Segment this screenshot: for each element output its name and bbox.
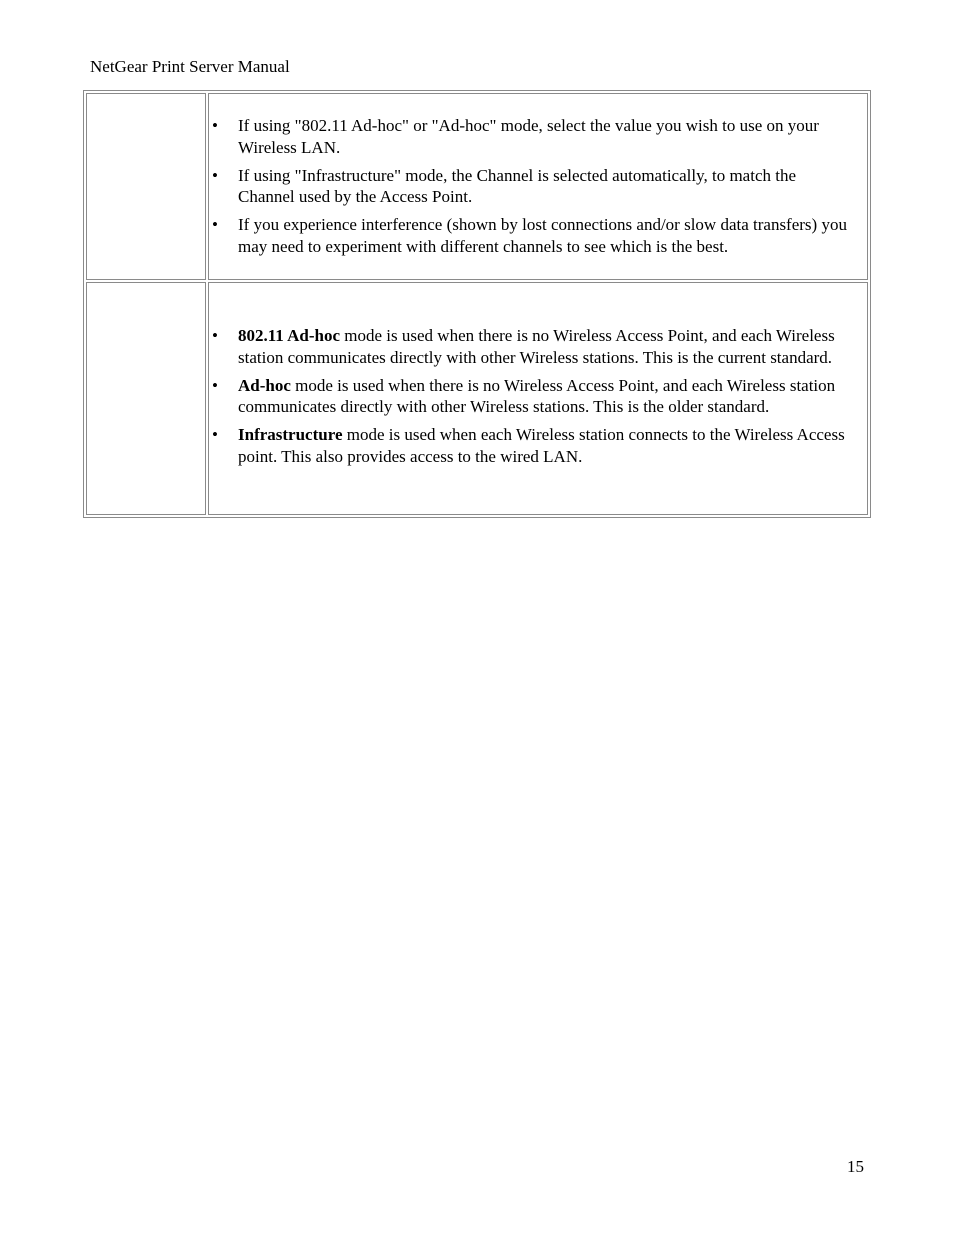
list-item-text: mode is used when each Wireless station connects to the Wireless Access point. This also provides access to the wired LAN. [238, 425, 845, 466]
list-item [209, 424, 855, 467]
settings-table [83, 90, 871, 518]
page-header: NetGear Print Server Manual [90, 57, 290, 76]
list-item [209, 115, 855, 158]
bullet-icon: • [212, 165, 218, 185]
bullet-list [209, 115, 867, 257]
list-item [209, 214, 855, 257]
list-item-text: If using "802.11 Ad-hoc" or "Ad-hoc" mode, select the value you wish to use on your Wireless LAN. [238, 116, 819, 157]
table-cell-content [208, 93, 868, 280]
list-item-text: If you experience interference (shown by lost connections and/or slow data transfers) you may need to experiment with different channels to see which is the best. [238, 215, 847, 256]
table-row [86, 282, 868, 515]
table-cell-label [86, 282, 206, 515]
list-item-term: 802.11 Ad-hoc [238, 326, 341, 345]
table-cell-label [86, 93, 206, 280]
list-item [209, 165, 855, 208]
table-row [86, 93, 868, 280]
list-item [209, 375, 855, 418]
table-cell-content [208, 282, 868, 515]
list-item-text: If using "Infrastructure" mode, the Channel is selected automatically, to match the Channel used by the Access Point. [238, 165, 797, 206]
bullet-icon: • [212, 326, 218, 345]
bullet-icon: • [212, 215, 218, 234]
page-number: 15 [847, 1157, 864, 1176]
list-item [209, 325, 855, 368]
list-item-text: mode is used when there is no Wireless Access Point, and each Wireless station communicates directly with other Wireless stations. This is the current standard. [238, 326, 835, 367]
bullet-icon: • [212, 116, 218, 135]
list-item-term: Ad-hoc [238, 375, 291, 395]
bullet-list [209, 325, 867, 467]
bullet-icon: • [212, 425, 218, 444]
list-item-term: Infrastructure [238, 425, 343, 444]
list-item-text: mode is used when there is no Wireless Access Point, and each Wireless station communicates directly with other Wireless stations. This is the older standard. [238, 375, 836, 416]
bullet-icon: • [212, 375, 218, 395]
